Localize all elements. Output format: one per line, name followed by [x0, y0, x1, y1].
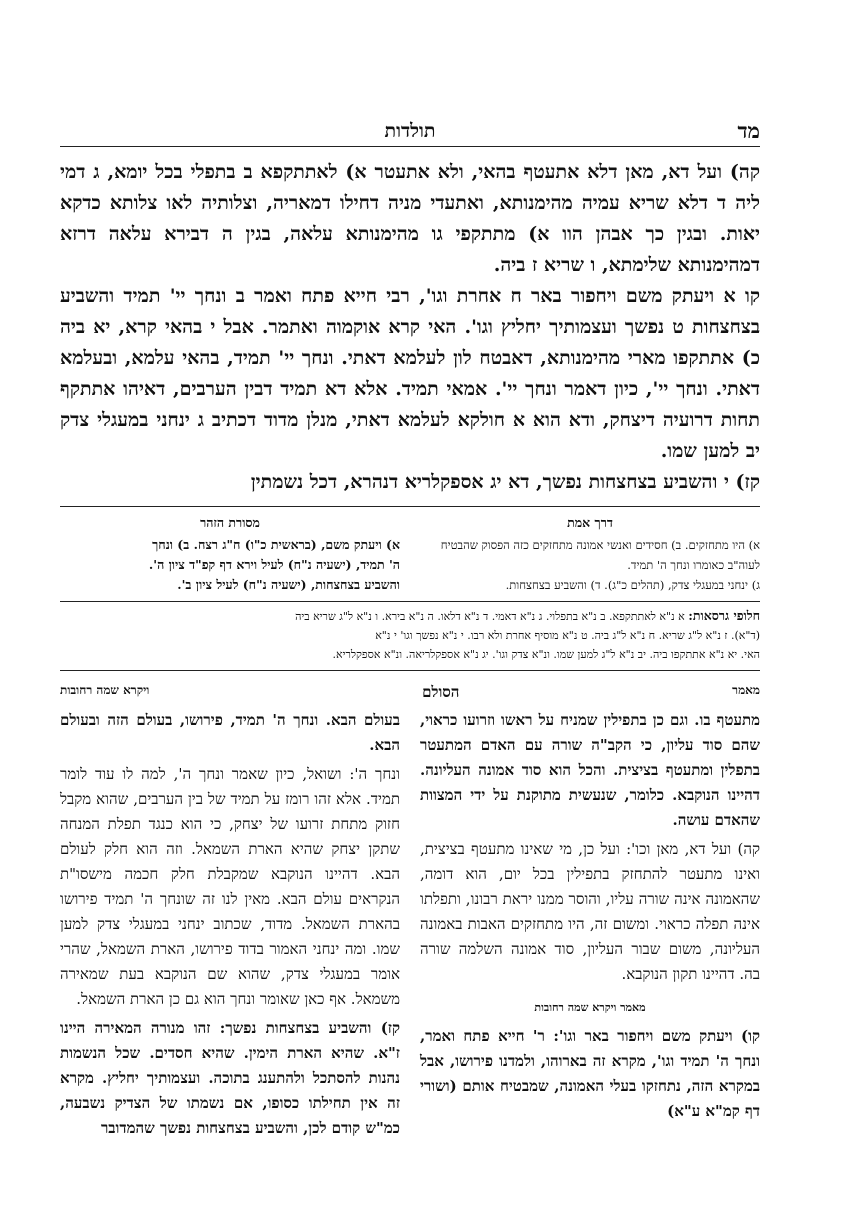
sulam-header-center: הסולם [422, 683, 460, 701]
zohar-paragraph-105: קה) ועל דא, מאן דלא אתעטף בהאי, ולא אתעטר א) לאתתקפא ב בתפלי בכל יומא, ג דמי ליה ד דלא שריא עמיה מהימנותא, ואתעדי מניה דחילו דמאריה, וצלותיה לאו צלותא כדקא יאות. ובגין כך אבהן הוו א) מתתקפי גו מהימנותא עלאה, בגין ה דבירא עלאה דרזא דמהימנותא שלימתא, ו שריא ז ביה. [60, 161, 760, 276]
derech-emet-column [420, 513, 760, 595]
zohar-paragraph-106: קו א ויעתק משם ויחפור באר ח אחרת וגו', רבי חייא פתח ואמר ב ונחך יי' תמיד והשביע בצחצחות ט נפשך ועצמותיך יחליץ וגו'. האי קרא אוקמוה ואתמר. אבל י בהאי קרא, יא ביה כ) אתתקפו מארי מהימנותא, דאבטח לון לעלמא דאתי. ונחך יי' תמיד, בהאי עלמא, ובעלמא דאתי. ונחך יי', כיון דאמר ונחך יי'. אמאי תמיד. אלא דא תמיד דבין הערבים, דאיהו אתתקף תחות דרועיה דיצחק, ודא הוא א חולקא לעלמא דאתי, מנלן מדוד דכתיב ג ינחני במעגלי צדק יב למען שמו. [60, 285, 760, 462]
masoret-item: והשביע בצחצחות, (ישעיה נ"ח) לעיל ציון ב'. [177, 577, 400, 592]
variants-label: חלופי גרסאות: [688, 608, 760, 623]
masoret-item: ה' תמיד, (ישעיה נ"ח) לעיל וירא דף קפ"ד ציון ה'. [148, 557, 400, 572]
notes-section [60, 513, 760, 595]
derech-emet-note: ג) ינחני במעגלי צדק, (תהלים כ"ג). ד) והשביע בצחצחות. [505, 578, 760, 592]
divider [60, 506, 760, 507]
variants-line: א נ"א לאתתקפא. ב נ"א בתפלוי. ג נ"א דאמי. ד נ"א דלאו. ה נ"א בירא. ו נ"א ל"ג שריא ביה [295, 610, 685, 623]
derech-emet-note: א) היו מתחזקים. ב) חסידים ואנשי אמונה מתחזקים כזה הפסוק שהבטיח לעוה"ב כאומרו ונחך ה' תמיד. [440, 538, 760, 572]
sulam-commentary [60, 708, 760, 1145]
page-number: מד [737, 118, 760, 143]
page-header [60, 118, 760, 147]
sulam-header-left: ויקרא שמה רחובות [60, 683, 150, 697]
derech-emet-title: דרך אמת [567, 515, 613, 530]
sulam-paragraph: מתעטף בו. וגם כן בתפילין שמניח על ראשו וזרועו כראוי, שהם סוד עליון, כי הקב"ה שורה עם האדם המתעטר בתפלין ומתעטף בציצית. והכל הוא סוד אמונה העליונה. דהיינו הנוקבא. כלומר, שנעשית מתוקנת על ידי המצוות שהאדם עושה. [420, 711, 760, 829]
sulam-paragraph: בעולם הבא. ונחך ה' תמיד, פירושו, בעולם הזה ובעולם הבא. [60, 711, 400, 754]
masoret-column [60, 513, 400, 595]
page [60, 118, 760, 1145]
sulam-paragraph: קו) ויעתק משם ויחפור באר וגו': ר' חייא פתח ואמר, ונחך ה' תמיד וגו', מקרא זה בארוהו, ולמדנו פירושו, אבל במקרא הזה, נתחזקו בעלי האמונה, שמבטיח אותם (ושורי דף קמ"א ע"א) [420, 1027, 760, 1120]
zohar-paragraph-107: קז) י והשביע בצחצחות נפשך, דא יג אספקלריא דנהרא, דכל נשמתין [250, 471, 760, 493]
sulam-right-column [420, 708, 760, 1145]
sulam-paragraph: קז) והשביע בצחצחות נפשך: זהו מנורה המאירה היינו ז"א. שהיא הארת הימין. שהיא חסדים. שכל הנשמות נהנות להסתכל ולהתענג בתוכה. ועצמותיך יחליץ. מקרא זה אין תחילתו כסופו, אם נשמתו של הצדיק נשבעה, כמ"ש קודם לכן, והשביע בצחצחות נפשך שהמדובר [60, 1019, 400, 1137]
main-zohar-text [60, 157, 760, 498]
sulam-paragraph: קה) ועל דא, מאן וכו': ועל כן, מי שאינו מתעטף בציצית, ואינו מתעטר להתחזק בתפילין בכל יום, הוא דומה, שהאמונה אינה שורה עליו, והוסר ממנו יראת רבונו, ותפלתו אינה תפלה כראוי. ומשום זה, היו מתחזקים האבות באמונה העליונה, משום שבור העליון, סוד אמונה השלמה שורה בה. דהיינו תקון הנוקבא. [420, 840, 760, 983]
sulam-paragraph: ונחך ה': ושואל, כיון שאמר ונחך ה', למה לו עוד לומר תמיד. אלא זהו רומז על תמיד של בין הערבים, שהוא מקבל חזוק מתחת זרועו של יצחק, כי הוא כנגד תפלת המנחה שתקן יצחק שהיא הארת השמאל. וזה הוא חלק לעולם הבא. דהיינו הנוקבא שמקבלת חלק חכמה מישסו"ת הנקראים עולם הבא. מאין לנו זה שונחך ה' תמיד פירושו בהארת השמאל. מדוד, שכתוב ינחני במעגלי צדק למען שמו. ומה ינחני האמור בדוד פירושו, הארת השמאל, שהרי אומר במעגלי צדק, שהוא שם הנוקבא בעת שמאירה משמאל. אף כאן שאומר ונחך הוא גם כן הארת השמאל. [60, 765, 400, 1008]
sulam-headers [60, 683, 760, 702]
masoret-item: א) ויעתק משם, (בראשית כ"ו) ח"ג רצח. ב) ונחך [152, 537, 400, 552]
sulam-subheader: מאמר ויקרא שמה רחובות [534, 1001, 646, 1014]
sulam-left-column [60, 708, 400, 1145]
sulam-header-right: מאמר [732, 683, 760, 697]
variants-line: האי. יא נ"א אתתקפו ביה. יב נ"א ל"ג למען שמו. ונ"א צדק וגו'. יג נ"א אספקלריאה. ונ"א אספקלריא. [332, 648, 760, 661]
variants-line: (ד"א). ז נ"א ל"ג שריא. ח נ"א ל"ג ביה. ט נ"א מוסיף אחרת ולא רבו. י נ"א נפשך וגו' י נ"א [375, 629, 760, 642]
variant-readings [60, 601, 760, 671]
parasha-title: תולדות [384, 120, 436, 142]
masoret-title: מסורת הזהר [200, 515, 260, 530]
